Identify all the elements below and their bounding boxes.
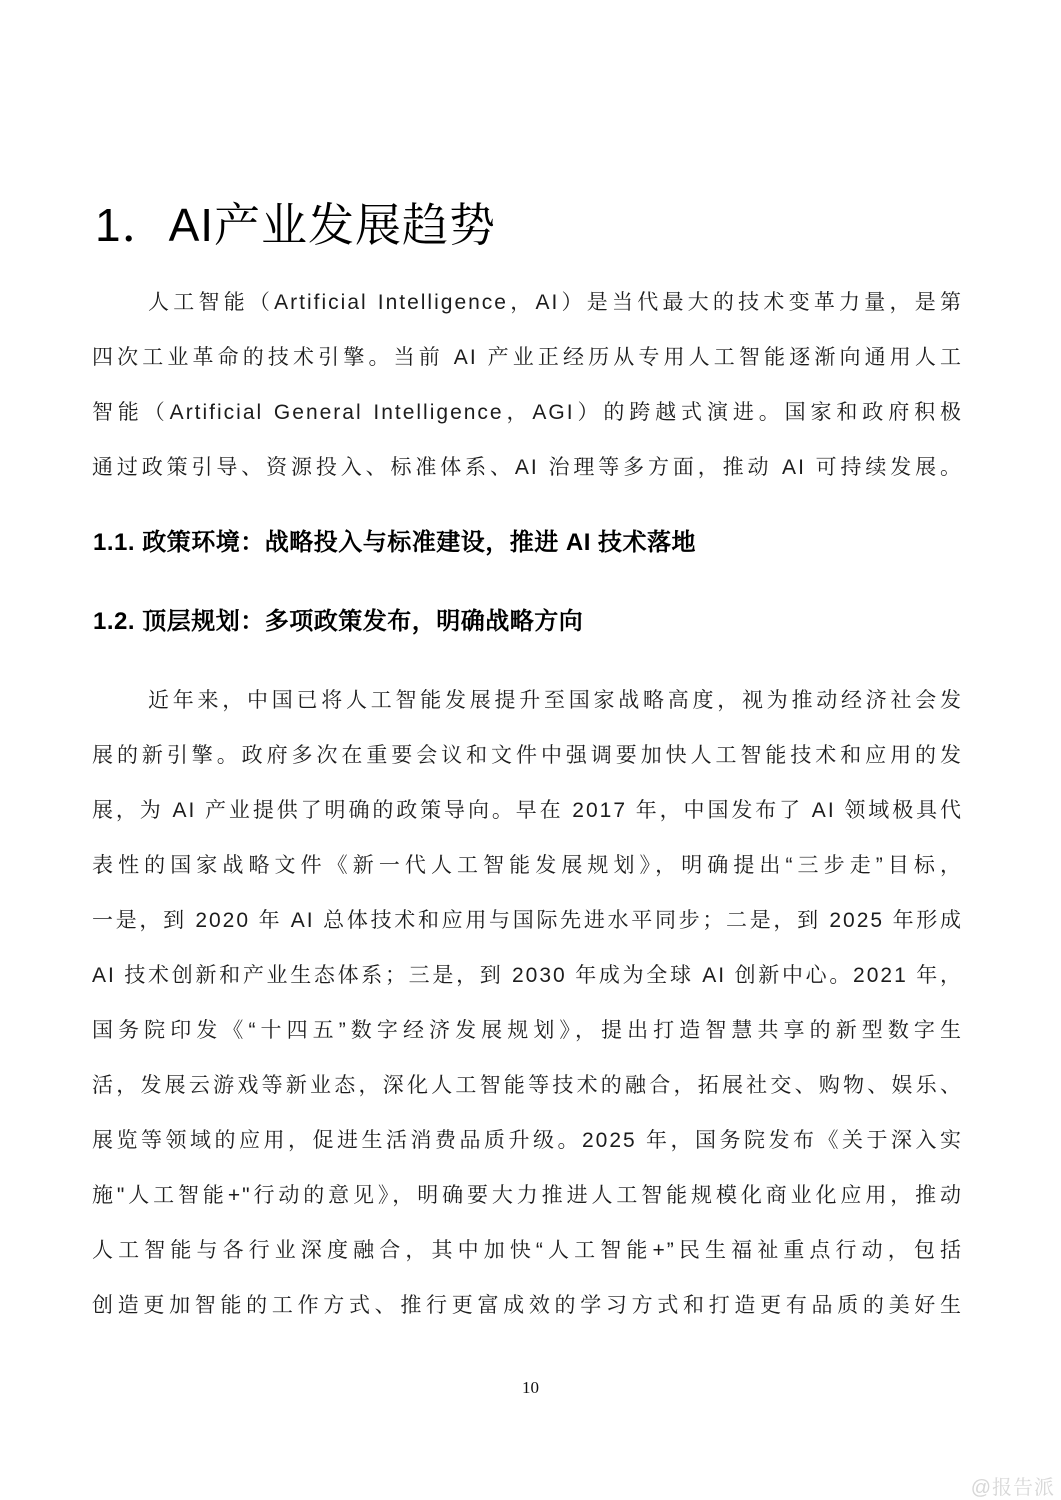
text-line: 国务院印发《“十四五”数字经济发展规划》，提出打造智慧共享的新型数字生 [92,1019,963,1042]
paragraph-policy-history [92,673,963,1333]
page-number: 10 [522,1378,539,1397]
text-line: 表性的国家战略文件《新一代人工智能发展规划》，明确提出“三步走”目标， [92,854,963,877]
text-line: 通过政策引导、资源投入、标准体系、AI 治理等多方面，推动 AI 可持续发展。 [92,456,963,479]
text-line: 四次工业革命的技术引擎。当前 AI 产业正经历从专用人工智能逐渐向通用人工 [92,346,963,369]
subsection-title-policy-environment: 1.1. 政策环境：战略投入与标准建设，推进 AI 技术落地 [93,529,697,556]
text-line: 一是，到 2020 年 AI 总体技术和应用与国际先进水平同步；二是，到 2025 年形成 [92,909,963,932]
text-line: 近年来，中国已将人工智能发展提升至国家战略高度，视为推动经济社会发 [148,689,963,712]
text-line: 施"人工智能+"行动的意见》，明确要大力推进人工智能规模化商业化应用，推动 [92,1184,963,1207]
text-line: 展，为 AI 产业提供了明确的政策导向。早在 2017 年，中国发布了 AI 领域极具代 [92,799,963,822]
text-line: 展的新引擎。政府多次在重要会议和文件中强调要加快人工智能技术和应用的发 [92,744,963,767]
text-line: 人工智能与各行业深度融合，其中加快“人工智能+”民生福祉重点行动，包括 [92,1239,963,1262]
watermark: @报告派 [970,1477,1055,1499]
paragraph-intro [92,275,963,495]
text-line: 创造更加智能的工作方式、推行更富成效的学习方式和打造更有品质的美好生 [92,1294,963,1317]
subsection-title-top-level-planning: 1.2. 顶层规划：多项政策发布，明确战略方向 [93,608,584,635]
text-line: AI 技术创新和产业生态体系；三是，到 2030 年成为全球 AI 创新中心。2021 年， [92,964,963,987]
text-line: 人工智能（Artificial Intelligence，AI）是当代最大的技术变革力量，是第 [148,291,963,314]
text-line: 展览等领域的应用，促进生活消费品质升级。2025 年，国务院发布《关于深入实 [92,1129,963,1152]
text-line: 智能（Artificial General Intelligence，AGI）的跨越式演进。国家和政府积极 [92,401,963,424]
section-title: 1．AI产业发展趋势 [95,199,497,251]
text-line: 活，发展云游戏等新业态，深化人工智能等技术的融合，拓展社交、购物、娱乐、 [92,1074,963,1097]
